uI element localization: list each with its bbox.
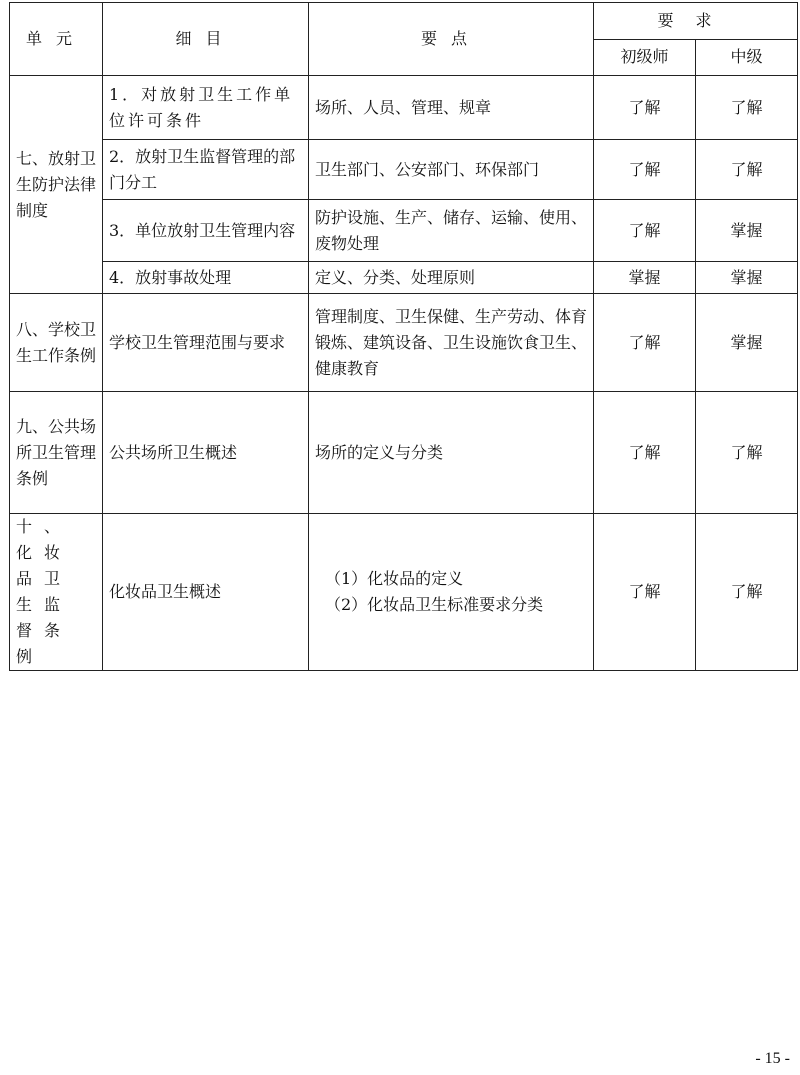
point-cell: 定义、分类、处理原则 — [309, 262, 594, 294]
point-list-item: （2）化妆品卫生标准要求分类 — [325, 595, 544, 614]
junior-level-cell: 了解 — [594, 514, 696, 671]
unit-cell: 九、公共场所卫生管理条例 — [10, 392, 103, 514]
header-point: 要点 — [309, 3, 594, 76]
header-requirement: 要求 — [594, 3, 798, 40]
intermediate-level-cell: 了解 — [696, 76, 798, 140]
table-row — [10, 76, 798, 140]
junior-level-cell: 掌握 — [594, 262, 696, 294]
header-unit: 单元 — [10, 3, 103, 76]
item-cell: 1．对放射卫生工作单位许可条件 — [103, 76, 309, 140]
junior-level-cell: 了解 — [594, 140, 696, 200]
intermediate-level-cell: 了解 — [696, 514, 798, 671]
intermediate-level-cell: 了解 — [696, 140, 798, 200]
unit-cell: 八、学校卫生工作条例 — [10, 294, 103, 392]
item-cell: 化妆品卫生概述 — [103, 514, 309, 671]
intermediate-level-cell: 掌握 — [696, 200, 798, 262]
table-row — [10, 200, 798, 262]
table-row — [10, 294, 798, 392]
header-junior: 初级师 — [594, 39, 696, 76]
intermediate-level-cell: 掌握 — [696, 294, 798, 392]
header-item: 细目 — [103, 3, 309, 76]
table-header-row — [10, 3, 798, 40]
point-cell: 管理制度、卫生保健、生产劳动、体育锻炼、建筑设备、卫生设施饮食卫生、健康教育 — [309, 294, 594, 392]
point-cell — [309, 514, 594, 671]
table-row — [10, 392, 798, 514]
syllabus-table — [9, 2, 798, 671]
junior-level-cell: 了解 — [594, 200, 696, 262]
junior-level-cell: 了解 — [594, 392, 696, 514]
unit-cell: 十、化妆品卫生监督条例 — [10, 514, 103, 671]
header-intermediate: 中级 — [696, 39, 798, 76]
item-cell: 公共场所卫生概述 — [103, 392, 309, 514]
junior-level-cell: 了解 — [594, 294, 696, 392]
table-row — [10, 140, 798, 200]
item-cell: 4．放射事故处理 — [103, 262, 309, 294]
table-row — [10, 262, 798, 294]
junior-level-cell: 了解 — [594, 76, 696, 140]
point-cell: 场所的定义与分类 — [309, 392, 594, 514]
intermediate-level-cell: 掌握 — [696, 262, 798, 294]
point-cell: 场所、人员、管理、规章 — [309, 76, 594, 140]
item-cell: 学校卫生管理范围与要求 — [103, 294, 309, 392]
point-cell: 卫生部门、公安部门、环保部门 — [309, 140, 594, 200]
point-cell: 防护设施、生产、储存、运输、使用、废物处理 — [309, 200, 594, 262]
table-row — [10, 514, 798, 671]
page-number: - 15 - — [755, 1050, 790, 1067]
point-list-item: （1）化妆品的定义 — [325, 569, 464, 588]
unit-cell: 七、放射卫生防护法律制度 — [10, 76, 103, 294]
intermediate-level-cell: 了解 — [696, 392, 798, 514]
item-cell: 3．单位放射卫生管理内容 — [103, 200, 309, 262]
item-cell: 2．放射卫生监督管理的部门分工 — [103, 140, 309, 200]
